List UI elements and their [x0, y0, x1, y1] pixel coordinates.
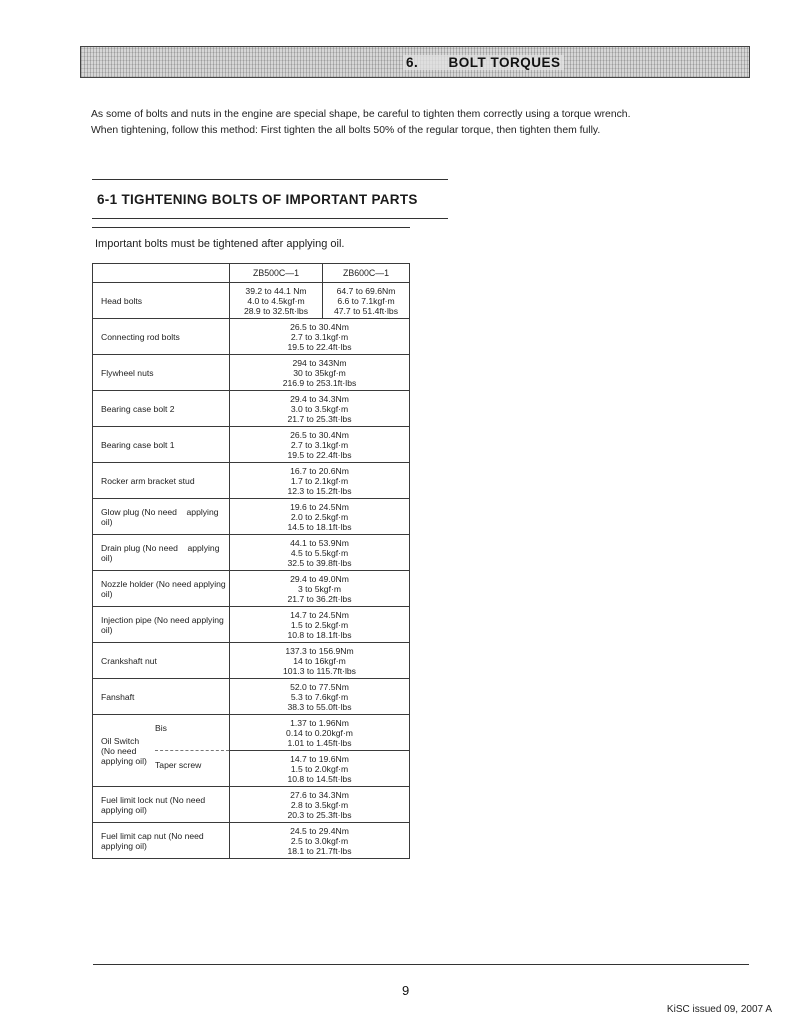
table-row	[93, 787, 410, 823]
page-number: 9	[402, 983, 410, 998]
torque-value	[230, 463, 410, 499]
table-row	[93, 607, 410, 643]
oil-switch-label: Oil Switch (No need applying oil)	[101, 735, 147, 766]
value-ftlbs: 1.01 to 1.45ft·lbs	[287, 737, 352, 748]
value-ftlbs: 38.3 to 55.0ft·lbs	[287, 701, 352, 712]
row-label: Rocker arm bracket stud	[93, 463, 230, 499]
value-kgfm: 0.14 to 0.20kgf·m	[286, 727, 353, 738]
taper-label: Taper screw	[155, 760, 202, 770]
oil-note: Important bolts must be tightened after applying oil.	[95, 238, 345, 250]
table-row	[93, 391, 410, 427]
value-nm: 29.4 to 34.3Nm	[290, 393, 349, 404]
value-nm: 44.1 to 53.9Nm	[290, 537, 349, 548]
torque-value	[230, 355, 410, 391]
section-banner	[80, 46, 750, 78]
issue-note: KiSC issued 09, 2007 A	[666, 1004, 772, 1015]
torque-value	[230, 571, 410, 607]
torque-value	[230, 499, 410, 535]
table-row	[93, 319, 410, 355]
table-row	[93, 499, 410, 535]
value-kgfm: 1.5 to 2.0kgf·m	[290, 763, 349, 774]
value-nm: 1.37 to 1.96Nm	[290, 717, 349, 728]
value-kgfm: 5.3 to 7.6kgf·m	[290, 691, 349, 702]
value-nm: 24.5 to 29.4Nm	[290, 825, 349, 836]
intro-line-2: When tightening, follow this method: First tighten the all bolts 50% of the regular torque, then tighten them fully.	[91, 125, 601, 136]
taper-value	[230, 751, 410, 787]
value-nm: 64.7 to 69.6Nm	[336, 285, 396, 296]
row-label: Connecting rod bolts	[93, 319, 230, 355]
value-nm: 39.2 to 44.1 Nm	[245, 285, 307, 296]
torque-value	[230, 679, 410, 715]
row-label: Glow plug (No need applying oil)	[93, 499, 230, 535]
section-heading	[403, 55, 564, 70]
value-nm: 294 to 343Nm	[292, 357, 347, 368]
value-nm: 52.0 to 77.5Nm	[290, 681, 349, 692]
value-kgfm: 2.0 to 2.5kgf·m	[290, 511, 349, 522]
table-row	[93, 283, 410, 319]
torque-table	[92, 263, 410, 859]
torque-value	[230, 535, 410, 571]
torque-value	[230, 427, 410, 463]
row-label-oil-switch	[93, 715, 230, 787]
divider-top	[92, 179, 448, 180]
torque-value	[230, 391, 410, 427]
table-row	[93, 643, 410, 679]
table-row-oil-switch-bis	[93, 715, 410, 751]
header-zb500: ZB500C—1	[230, 264, 323, 283]
value-ftlbs: 21.7 to 36.2ft·lbs	[287, 593, 352, 604]
table-row	[93, 463, 410, 499]
value-nm: 16.7 to 20.6Nm	[290, 465, 349, 476]
bis-value	[230, 715, 410, 751]
value-ftlbs: 19.5 to 22.4ft·lbs	[287, 341, 352, 352]
value-nm: 14.7 to 19.6Nm	[290, 753, 349, 764]
value-ftlbs: 101.3 to 115.7ft·lbs	[283, 665, 356, 676]
value-nm: 26.5 to 30.4Nm	[290, 321, 349, 332]
torque-value	[230, 607, 410, 643]
table-header-row	[93, 264, 410, 283]
table-row	[93, 571, 410, 607]
value-kgfm: 3 to 5kgf·m	[298, 583, 341, 594]
value-kgfm: 1.5 to 2.5kgf·m	[290, 619, 349, 630]
header-zb600: ZB600C—1	[323, 264, 410, 283]
value-ftlbs: 20.3 to 25.3ft·lbs	[287, 809, 352, 820]
row-label: Drain plug (No need applying oil)	[93, 535, 230, 571]
row-label: Injection pipe (No need applying oil)	[93, 607, 230, 643]
value-kgfm: 2.7 to 3.1kgf·m	[290, 331, 349, 342]
table-row	[93, 355, 410, 391]
table-row	[93, 535, 410, 571]
value-kgfm: 14 to 16kgf·m	[293, 655, 346, 666]
value-kgfm: 2.7 to 3.1kgf·m	[290, 439, 349, 450]
value-ftlbs: 10.8 to 18.1ft·lbs	[287, 629, 352, 640]
value-kgfm: 4.0 to 4.5kgf·m	[247, 295, 305, 306]
value-nm: 27.6 to 34.3Nm	[290, 789, 349, 800]
value-kgfm: 3.0 to 3.5kgf·m	[290, 403, 349, 414]
zb500-value	[230, 283, 323, 319]
value-nm: 19.6 to 24.5Nm	[290, 501, 349, 512]
value-nm: 137.3 to 156.9Nm	[285, 645, 354, 656]
header-blank	[93, 264, 230, 283]
value-kgfm: 30 to 35kgf·m	[293, 367, 346, 378]
bis-label: Bis	[155, 723, 167, 733]
row-label: Fuel limit lock nut (No need applying oil)	[93, 787, 230, 823]
row-label: Bearing case bolt 1	[93, 427, 230, 463]
value-kgfm: 1.7 to 2.1kgf·m	[290, 475, 349, 486]
torque-value	[230, 823, 410, 859]
value-ftlbs: 14.5 to 18.1ft·lbs	[287, 521, 352, 532]
oil-switch-divider	[155, 750, 229, 751]
value-nm: 26.5 to 30.4Nm	[290, 429, 349, 440]
table-row	[93, 679, 410, 715]
row-label: Fanshaft	[93, 679, 230, 715]
table-row	[93, 427, 410, 463]
table-row	[93, 823, 410, 859]
row-label: Bearing case bolt 2	[93, 391, 230, 427]
value-ftlbs: 21.7 to 25.3ft·lbs	[287, 413, 352, 424]
intro-line-1: As some of bolts and nuts in the engine are special shape, be careful to tighten them correctly using a torque wrench.	[91, 109, 631, 120]
row-label: Fuel limit cap nut (No need applying oil)	[93, 823, 230, 859]
value-kgfm: 2.8 to 3.5kgf·m	[290, 799, 349, 810]
value-ftlbs: 32.5 to 39.8ft·lbs	[287, 557, 352, 568]
zb600-value	[323, 283, 410, 319]
row-label: Head bolts	[93, 283, 230, 319]
value-kgfm: 6.6 to 7.1kgf·m	[337, 295, 395, 306]
section-number: 6.	[406, 55, 419, 70]
value-ftlbs: 28.9 to 32.5ft·lbs	[243, 305, 309, 316]
torque-value	[230, 787, 410, 823]
torque-value	[230, 643, 410, 679]
value-kgfm: 2.5 to 3.0kgf·m	[290, 835, 349, 846]
intro-paragraph	[91, 107, 741, 139]
value-ftlbs: 18.1 to 21.7ft·lbs	[287, 845, 352, 856]
subsection-title: 6-1 TIGHTENING BOLTS OF IMPORTANT PARTS	[97, 192, 418, 207]
value-ftlbs: 12.3 to 15.2ft·lbs	[287, 485, 352, 496]
value-nm: 14.7 to 24.5Nm	[290, 609, 349, 620]
divider-under-title-2	[92, 227, 410, 228]
value-ftlbs: 216.9 to 253.1ft·lbs	[282, 377, 357, 388]
value-nm: 29.4 to 49.0Nm	[290, 573, 349, 584]
section-title: BOLT TORQUES	[448, 55, 561, 70]
value-ftlbs: 47.7 to 51.4ft·lbs	[333, 305, 399, 316]
torque-value	[230, 319, 410, 355]
footer-divider	[93, 964, 749, 965]
value-kgfm: 4.5 to 5.5kgf·m	[290, 547, 349, 558]
row-label: Flywheel nuts	[93, 355, 230, 391]
divider-under-title	[92, 218, 448, 219]
value-ftlbs: 19.5 to 22.4ft·lbs	[287, 449, 352, 460]
row-label: Nozzle holder (No need applying oil)	[93, 571, 230, 607]
row-label: Crankshaft nut	[93, 643, 230, 679]
value-ftlbs: 10.8 to 14.5ft·lbs	[287, 773, 352, 784]
